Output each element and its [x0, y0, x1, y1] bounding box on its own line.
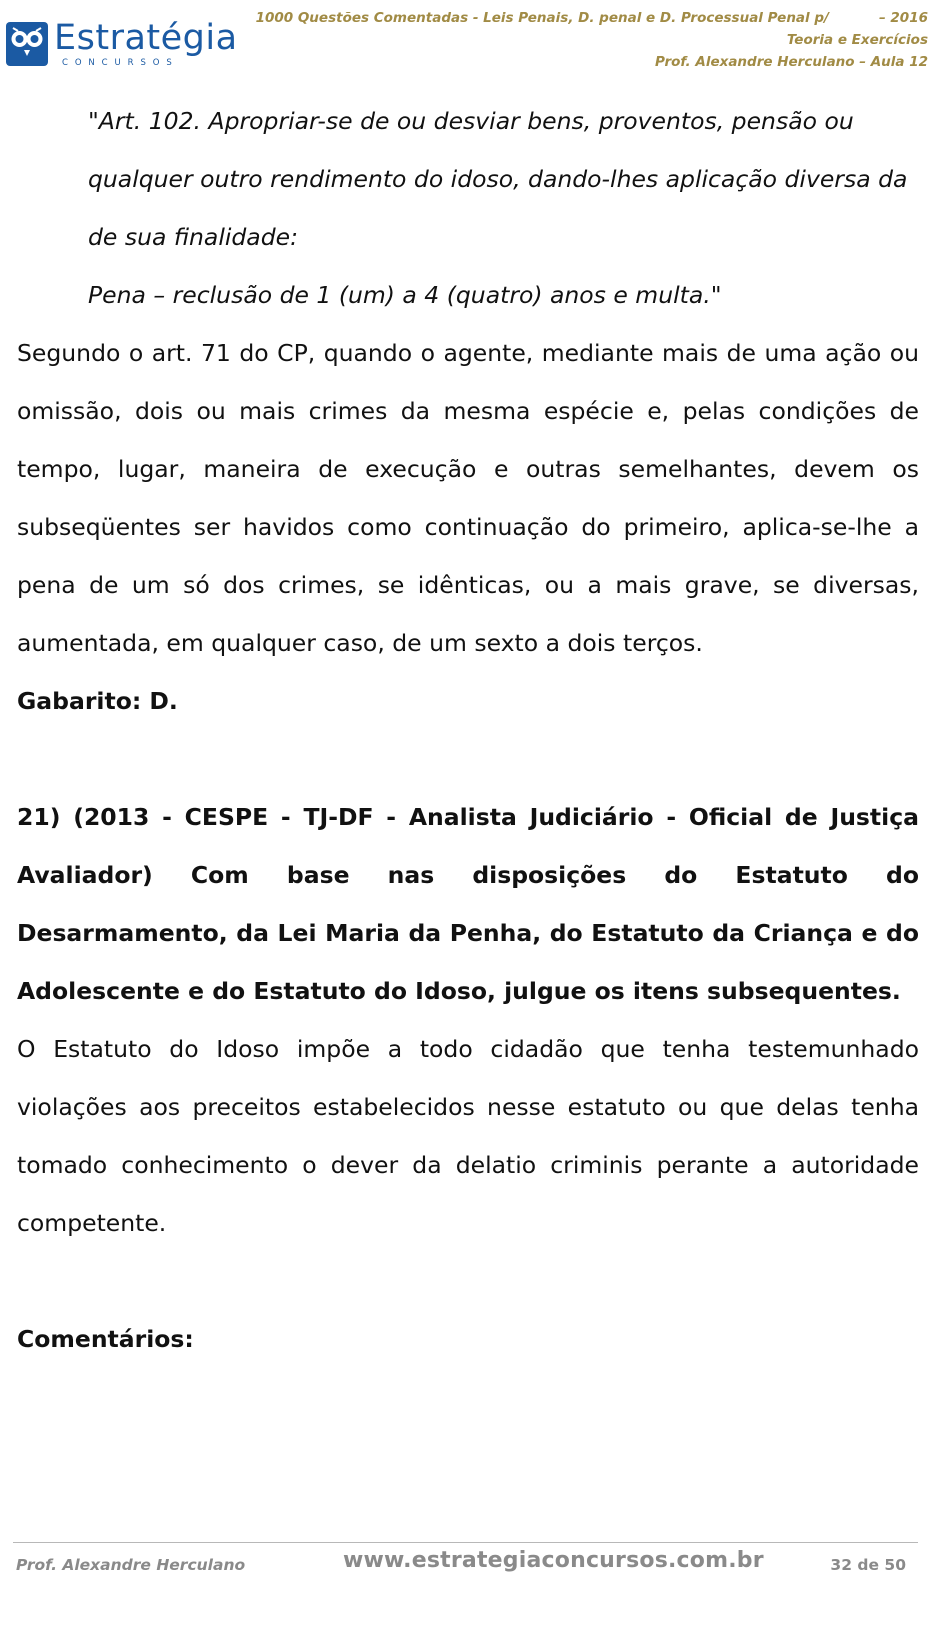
page-content — [17, 92, 919, 1368]
logo-wordmark: Estratégia — [54, 18, 238, 58]
header-year: – 2016 — [878, 10, 928, 26]
answer-key: Gabarito: D. — [17, 687, 178, 715]
question-statement: O Estatuto do Idoso impõe a todo cidadão que tenha testemunhado violações aos preceitos estabelecidos nesse estatuto ou que delas tenha tomado conhecimento o dever da delatio criminis perante a autoridade competente. — [17, 1035, 919, 1237]
footer-divider — [13, 1542, 918, 1543]
header-course-line — [256, 10, 928, 26]
page-total: 50 — [884, 1556, 906, 1574]
quoted-article: "Art. 102. Apropriar-se de ou desviar bens, proventos, pensão ou qualquer outro rendimento do idoso, dando-lhes aplicação diversa da de sua finalidade: — [88, 107, 908, 251]
quoted-penalty: Pena – reclusão de 1 (um) a 4 (quatro) anos e multa." — [88, 281, 722, 309]
header-author-lesson: Prof. Alexandre Herculano – Aula 12 — [655, 54, 928, 70]
header-course-title: 1000 Questões Comentadas - Leis Penais, D. penal e D. Processual Penal p/ — [255, 10, 829, 26]
footer-author: Prof. Alexandre Herculano — [16, 1556, 246, 1574]
page-number — [830, 1556, 906, 1574]
page-separator: de — [857, 1556, 880, 1574]
question-heading: 21) (2013 - CESPE - TJ-DF - Analista Judiciário - Oficial de Justiça Avaliador) Com base nas disposições do Estatuto do Desarmamento, da Lei Maria da Penha, do Estatuto da Criança e do Adolescente e do Estatuto do Idoso, julgue os itens subsequentes. — [17, 803, 919, 1005]
explanation-paragraph: Segundo o art. 71 do CP, quando o agente, mediante mais de uma ação ou omissão, dois ou mais crimes da mesma espécie e, pelas condições de tempo, lugar, maneira de execução e outras semelhantes, devem os subseqüentes ser havidos como continuação do primeiro, aplica-se-lhe a pena de um só dos crimes, se idênticas, ou a mais grave, se diversas, aumentada, em qualquer caso, de um sexto a dois terços. — [17, 339, 919, 657]
estrategia-logo — [6, 20, 242, 68]
logo-subtext: CONCURSOS — [62, 58, 179, 68]
page-current: 32 — [830, 1556, 852, 1574]
footer-website[interactable]: www.estrategiaconcursos.com.br — [343, 1548, 764, 1573]
spacer — [17, 1252, 919, 1310]
header-subtitle: Teoria e Exercícios — [786, 32, 928, 48]
spacer — [17, 730, 919, 788]
owl-icon — [6, 22, 48, 66]
comments-label: Comentários: — [17, 1325, 194, 1353]
